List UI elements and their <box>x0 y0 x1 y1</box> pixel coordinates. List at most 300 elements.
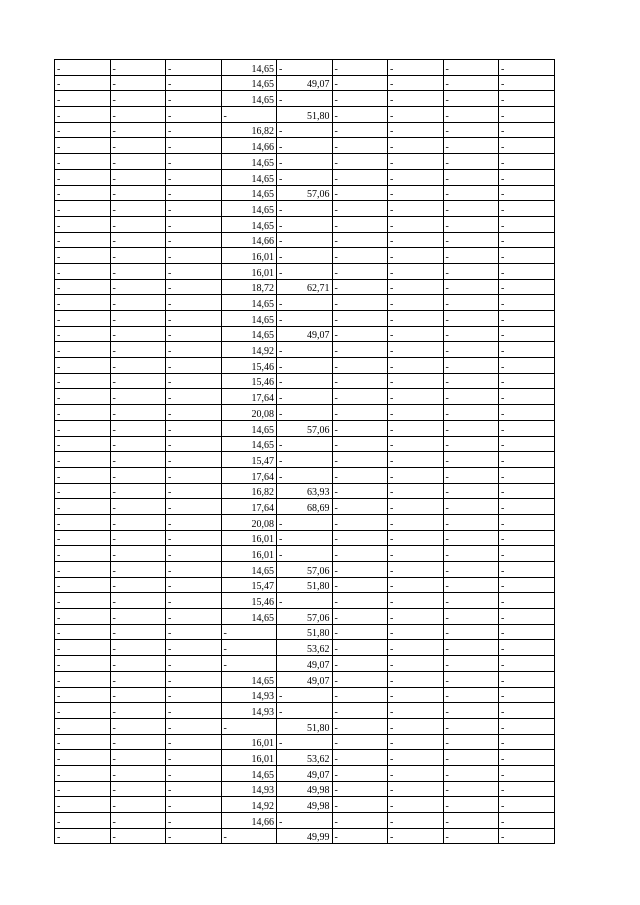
table-cell-col-4: 14,65 <box>221 326 277 342</box>
table-cell-col-8: - <box>443 295 499 311</box>
table-cell-col-8: - <box>443 216 499 232</box>
table-cell-col-8: - <box>443 169 499 185</box>
table-row <box>55 436 555 452</box>
table-cell-col-7: - <box>388 279 444 295</box>
table-row <box>55 107 555 123</box>
table-cell-col-2: - <box>110 640 166 656</box>
table-cell-col-5: - <box>277 311 333 327</box>
table-cell-col-6: - <box>332 687 388 703</box>
table-cell-col-1: - <box>55 60 111 76</box>
table-cell-col-2: - <box>110 232 166 248</box>
table-cell-col-3: - <box>166 107 222 123</box>
table-cell-col-3: - <box>166 122 222 138</box>
table-cell-col-6: - <box>332 232 388 248</box>
table-cell-col-5: - <box>277 373 333 389</box>
table-cell-col-6: - <box>332 499 388 515</box>
table-cell-col-9: - <box>499 609 555 625</box>
table-cell-col-9: - <box>499 373 555 389</box>
table-cell-col-7: - <box>388 750 444 766</box>
table-cell-col-8: - <box>443 60 499 76</box>
table-cell-col-3: - <box>166 624 222 640</box>
table-cell-col-9: - <box>499 263 555 279</box>
table-cell-col-4: 17,64 <box>221 467 277 483</box>
data-table <box>54 59 555 844</box>
table-cell-col-2: - <box>110 279 166 295</box>
table-cell-col-3: - <box>166 593 222 609</box>
table-cell-col-6: - <box>332 483 388 499</box>
table-cell-col-8: - <box>443 718 499 734</box>
table-cell-col-8: - <box>443 703 499 719</box>
table-cell-col-8: - <box>443 797 499 813</box>
table-cell-col-5: - <box>277 452 333 468</box>
table-cell-col-3: - <box>166 530 222 546</box>
table-cell-col-9: - <box>499 279 555 295</box>
table-cell-col-4: 16,01 <box>221 750 277 766</box>
table-row <box>55 201 555 217</box>
table-cell-col-2: - <box>110 452 166 468</box>
table-cell-col-2: - <box>110 656 166 672</box>
table-cell-col-2: - <box>110 483 166 499</box>
table-row <box>55 765 555 781</box>
table-row <box>55 263 555 279</box>
table-cell-col-4: 14,92 <box>221 342 277 358</box>
table-cell-col-5: 49,99 <box>277 828 333 844</box>
table-row <box>55 452 555 468</box>
table-cell-col-7: - <box>388 263 444 279</box>
table-cell-col-7: - <box>388 483 444 499</box>
table-cell-col-1: - <box>55 530 111 546</box>
table-cell-col-2: - <box>110 122 166 138</box>
table-row <box>55 703 555 719</box>
table-cell-col-7: - <box>388 405 444 421</box>
table-cell-col-6: - <box>332 734 388 750</box>
table-cell-col-9: - <box>499 562 555 578</box>
table-cell-col-2: - <box>110 154 166 170</box>
table-cell-col-1: - <box>55 122 111 138</box>
table-cell-col-6: - <box>332 342 388 358</box>
table-cell-col-4: - <box>221 718 277 734</box>
table-cell-col-1: - <box>55 813 111 829</box>
table-cell-col-2: - <box>110 358 166 374</box>
table-cell-col-8: - <box>443 656 499 672</box>
table-cell-col-6: - <box>332 562 388 578</box>
table-cell-col-1: - <box>55 734 111 750</box>
table-cell-col-6: - <box>332 279 388 295</box>
table-row <box>55 750 555 766</box>
table-cell-col-4: 14,65 <box>221 216 277 232</box>
table-cell-col-4: 14,65 <box>221 436 277 452</box>
table-cell-col-3: - <box>166 546 222 562</box>
table-cell-col-3: - <box>166 311 222 327</box>
table-cell-col-9: - <box>499 216 555 232</box>
table-cell-col-3: - <box>166 828 222 844</box>
table-cell-col-2: - <box>110 671 166 687</box>
table-cell-col-4: 17,64 <box>221 499 277 515</box>
table-cell-col-5: 68,69 <box>277 499 333 515</box>
table-cell-col-7: - <box>388 797 444 813</box>
table-cell-col-6: - <box>332 609 388 625</box>
table-cell-col-3: - <box>166 389 222 405</box>
table-row <box>55 138 555 154</box>
table-cell-col-5: - <box>277 389 333 405</box>
table-cell-col-6: - <box>332 91 388 107</box>
table-cell-col-9: - <box>499 734 555 750</box>
table-cell-col-3: - <box>166 91 222 107</box>
table-cell-col-1: - <box>55 781 111 797</box>
table-cell-col-2: - <box>110 828 166 844</box>
table-cell-col-4: 16,01 <box>221 263 277 279</box>
table-cell-col-9: - <box>499 122 555 138</box>
table-cell-col-8: - <box>443 232 499 248</box>
table-cell-col-4: 20,08 <box>221 514 277 530</box>
table-cell-col-1: - <box>55 75 111 91</box>
table-cell-col-6: - <box>332 154 388 170</box>
table-cell-col-2: - <box>110 687 166 703</box>
table-row <box>55 342 555 358</box>
table-cell-col-7: - <box>388 577 444 593</box>
table-cell-col-1: - <box>55 750 111 766</box>
table-cell-col-3: - <box>166 467 222 483</box>
table-cell-col-2: - <box>110 420 166 436</box>
table-cell-col-6: - <box>332 452 388 468</box>
table-cell-col-2: - <box>110 60 166 76</box>
table-cell-col-3: - <box>166 169 222 185</box>
table-cell-col-1: - <box>55 373 111 389</box>
table-row <box>55 122 555 138</box>
table-cell-col-3: - <box>166 483 222 499</box>
table-row <box>55 671 555 687</box>
table-cell-col-7: - <box>388 169 444 185</box>
table-cell-col-5: - <box>277 405 333 421</box>
table-cell-col-9: - <box>499 703 555 719</box>
table-cell-col-3: - <box>166 609 222 625</box>
table-cell-col-5: - <box>277 436 333 452</box>
table-cell-col-6: - <box>332 781 388 797</box>
table-cell-col-9: - <box>499 687 555 703</box>
table-cell-col-2: - <box>110 703 166 719</box>
table-row <box>55 483 555 499</box>
table-cell-col-4: - <box>221 640 277 656</box>
table-cell-col-5: - <box>277 263 333 279</box>
table-cell-col-4: 14,93 <box>221 687 277 703</box>
table-cell-col-9: - <box>499 436 555 452</box>
table-cell-col-4: 20,08 <box>221 405 277 421</box>
table-cell-col-9: - <box>499 750 555 766</box>
table-cell-col-5: 53,62 <box>277 750 333 766</box>
table-cell-col-6: - <box>332 546 388 562</box>
table-cell-col-3: - <box>166 577 222 593</box>
table-row <box>55 656 555 672</box>
table-cell-col-7: - <box>388 593 444 609</box>
table-cell-col-8: - <box>443 185 499 201</box>
table-cell-col-3: - <box>166 201 222 217</box>
table-cell-col-7: - <box>388 781 444 797</box>
table-cell-col-8: - <box>443 624 499 640</box>
table-row <box>55 358 555 374</box>
table-cell-col-6: - <box>332 60 388 76</box>
table-cell-col-6: - <box>332 703 388 719</box>
table-cell-col-1: - <box>55 797 111 813</box>
table-cell-col-2: - <box>110 514 166 530</box>
table-cell-col-9: - <box>499 342 555 358</box>
table-cell-col-4: 14,65 <box>221 311 277 327</box>
table-cell-col-3: - <box>166 436 222 452</box>
table-cell-col-6: - <box>332 750 388 766</box>
table-cell-col-3: - <box>166 279 222 295</box>
table-cell-col-2: - <box>110 405 166 421</box>
table-cell-col-1: - <box>55 232 111 248</box>
table-cell-col-6: - <box>332 216 388 232</box>
table-cell-col-7: - <box>388 499 444 515</box>
table-cell-col-7: - <box>388 546 444 562</box>
table-cell-col-8: - <box>443 420 499 436</box>
table-cell-col-8: - <box>443 91 499 107</box>
table-cell-col-9: - <box>499 828 555 844</box>
table-cell-col-6: - <box>332 530 388 546</box>
table-cell-col-7: - <box>388 514 444 530</box>
table-cell-col-2: - <box>110 342 166 358</box>
table-cell-col-2: - <box>110 91 166 107</box>
table-cell-col-7: - <box>388 122 444 138</box>
table-cell-col-7: - <box>388 671 444 687</box>
table-cell-col-7: - <box>388 232 444 248</box>
table-cell-col-1: - <box>55 311 111 327</box>
table-cell-col-1: - <box>55 546 111 562</box>
table-cell-col-5: - <box>277 201 333 217</box>
table-cell-col-8: - <box>443 452 499 468</box>
table-cell-col-2: - <box>110 216 166 232</box>
table-cell-col-9: - <box>499 671 555 687</box>
table-cell-col-8: - <box>443 546 499 562</box>
table-cell-col-4: 14,65 <box>221 420 277 436</box>
table-cell-col-2: - <box>110 797 166 813</box>
table-cell-col-8: - <box>443 467 499 483</box>
table-cell-col-7: - <box>388 75 444 91</box>
table-row <box>55 389 555 405</box>
table-cell-col-9: - <box>499 405 555 421</box>
table-cell-col-7: - <box>388 436 444 452</box>
table-cell-col-5: - <box>277 546 333 562</box>
table-cell-col-2: - <box>110 624 166 640</box>
table-cell-col-8: - <box>443 765 499 781</box>
table-cell-col-8: - <box>443 138 499 154</box>
table-cell-col-5: - <box>277 530 333 546</box>
table-cell-col-2: - <box>110 813 166 829</box>
table-cell-col-1: - <box>55 828 111 844</box>
table-cell-col-3: - <box>166 656 222 672</box>
table-cell-col-4: 14,93 <box>221 781 277 797</box>
table-cell-col-3: - <box>166 562 222 578</box>
table-cell-col-2: - <box>110 248 166 264</box>
table-cell-col-6: - <box>332 671 388 687</box>
table-cell-col-1: - <box>55 263 111 279</box>
table-cell-col-8: - <box>443 499 499 515</box>
table-cell-col-6: - <box>332 326 388 342</box>
table-row <box>55 797 555 813</box>
table-cell-col-6: - <box>332 765 388 781</box>
table-cell-col-8: - <box>443 75 499 91</box>
table-cell-col-4: 14,65 <box>221 185 277 201</box>
table-cell-col-5: - <box>277 358 333 374</box>
table-row <box>55 514 555 530</box>
table-cell-col-3: - <box>166 263 222 279</box>
table-row <box>55 373 555 389</box>
table-row <box>55 420 555 436</box>
table-body <box>55 60 555 844</box>
table-cell-col-8: - <box>443 342 499 358</box>
table-cell-col-1: - <box>55 248 111 264</box>
table-cell-col-3: - <box>166 781 222 797</box>
table-row <box>55 593 555 609</box>
table-cell-col-8: - <box>443 593 499 609</box>
table-cell-col-9: - <box>499 718 555 734</box>
table-cell-col-4: 15,47 <box>221 577 277 593</box>
table-cell-col-1: - <box>55 436 111 452</box>
table-cell-col-1: - <box>55 609 111 625</box>
table-cell-col-2: - <box>110 311 166 327</box>
table-cell-col-4: 14,65 <box>221 75 277 91</box>
table-cell-col-3: - <box>166 342 222 358</box>
table-cell-col-6: - <box>332 797 388 813</box>
table-row <box>55 311 555 327</box>
table-cell-col-6: - <box>332 640 388 656</box>
table-row <box>55 687 555 703</box>
table-cell-col-5: - <box>277 122 333 138</box>
table-cell-col-7: - <box>388 828 444 844</box>
table-row <box>55 216 555 232</box>
table-cell-col-6: - <box>332 75 388 91</box>
table-cell-col-8: - <box>443 358 499 374</box>
table-row <box>55 169 555 185</box>
table-cell-col-8: - <box>443 279 499 295</box>
table-cell-col-6: - <box>332 656 388 672</box>
table-cell-col-1: - <box>55 656 111 672</box>
table-cell-col-4: 14,66 <box>221 138 277 154</box>
table-cell-col-9: - <box>499 295 555 311</box>
table-row <box>55 577 555 593</box>
table-cell-col-5: 53,62 <box>277 640 333 656</box>
table-cell-col-5: 51,80 <box>277 577 333 593</box>
table-cell-col-5: 49,07 <box>277 326 333 342</box>
table-cell-col-3: - <box>166 248 222 264</box>
table-cell-col-8: - <box>443 609 499 625</box>
table-cell-col-9: - <box>499 60 555 76</box>
table-cell-col-8: - <box>443 562 499 578</box>
table-cell-col-7: - <box>388 420 444 436</box>
table-cell-col-3: - <box>166 499 222 515</box>
table-cell-col-8: - <box>443 577 499 593</box>
table-cell-col-9: - <box>499 452 555 468</box>
table-cell-col-1: - <box>55 358 111 374</box>
table-cell-col-5: 49,98 <box>277 781 333 797</box>
table-cell-col-4: - <box>221 828 277 844</box>
table-cell-col-6: - <box>332 405 388 421</box>
table-cell-col-7: - <box>388 467 444 483</box>
table-cell-col-5: - <box>277 60 333 76</box>
table-cell-col-9: - <box>499 530 555 546</box>
table-cell-col-9: - <box>499 185 555 201</box>
table-row <box>55 75 555 91</box>
table-cell-col-4: 16,82 <box>221 483 277 499</box>
table-cell-col-3: - <box>166 640 222 656</box>
table-cell-col-5: 51,80 <box>277 624 333 640</box>
table-cell-col-5: - <box>277 216 333 232</box>
table-cell-col-5: 49,07 <box>277 75 333 91</box>
table-cell-col-6: - <box>332 436 388 452</box>
table-cell-col-7: - <box>388 687 444 703</box>
table-cell-col-5: - <box>277 342 333 358</box>
table-cell-col-8: - <box>443 389 499 405</box>
table-row <box>55 546 555 562</box>
table-cell-col-8: - <box>443 781 499 797</box>
table-cell-col-2: - <box>110 326 166 342</box>
table-cell-col-3: - <box>166 216 222 232</box>
table-cell-col-4: 14,65 <box>221 169 277 185</box>
table-cell-col-2: - <box>110 781 166 797</box>
table-cell-col-8: - <box>443 828 499 844</box>
table-cell-col-1: - <box>55 562 111 578</box>
table-cell-col-9: - <box>499 91 555 107</box>
table-cell-col-6: - <box>332 514 388 530</box>
table-cell-col-2: - <box>110 389 166 405</box>
table-row <box>55 279 555 295</box>
table-cell-col-8: - <box>443 483 499 499</box>
table-cell-col-9: - <box>499 358 555 374</box>
table-cell-col-7: - <box>388 358 444 374</box>
table-cell-col-4: 15,47 <box>221 452 277 468</box>
table-cell-col-4: 18,72 <box>221 279 277 295</box>
table-row <box>55 60 555 76</box>
table-row <box>55 467 555 483</box>
table-cell-col-1: - <box>55 577 111 593</box>
table-cell-col-1: - <box>55 91 111 107</box>
table-cell-col-4: - <box>221 624 277 640</box>
table-cell-col-2: - <box>110 593 166 609</box>
table-cell-col-6: - <box>332 577 388 593</box>
table-cell-col-3: - <box>166 750 222 766</box>
table-cell-col-2: - <box>110 718 166 734</box>
table-cell-col-9: - <box>499 781 555 797</box>
table-cell-col-1: - <box>55 326 111 342</box>
table-cell-col-6: - <box>332 169 388 185</box>
table-row <box>55 232 555 248</box>
table-cell-col-4: 16,01 <box>221 734 277 750</box>
table-cell-col-7: - <box>388 640 444 656</box>
table-cell-col-3: - <box>166 813 222 829</box>
table-row <box>55 405 555 421</box>
table-cell-col-2: - <box>110 295 166 311</box>
table-cell-col-5: - <box>277 169 333 185</box>
table-cell-col-3: - <box>166 75 222 91</box>
table-cell-col-1: - <box>55 703 111 719</box>
table-cell-col-4: 16,01 <box>221 530 277 546</box>
table-cell-col-7: - <box>388 389 444 405</box>
table-cell-col-8: - <box>443 436 499 452</box>
table-cell-col-5: 51,80 <box>277 107 333 123</box>
table-cell-col-1: - <box>55 718 111 734</box>
table-cell-col-5: 49,07 <box>277 671 333 687</box>
table-cell-col-5: 57,06 <box>277 185 333 201</box>
table-cell-col-9: - <box>499 311 555 327</box>
table-cell-col-5: - <box>277 813 333 829</box>
table-cell-col-9: - <box>499 326 555 342</box>
table-cell-col-7: - <box>388 201 444 217</box>
table-row <box>55 609 555 625</box>
table-cell-col-6: - <box>332 813 388 829</box>
table-cell-col-4: 17,64 <box>221 389 277 405</box>
table-cell-col-8: - <box>443 154 499 170</box>
table-cell-col-9: - <box>499 389 555 405</box>
